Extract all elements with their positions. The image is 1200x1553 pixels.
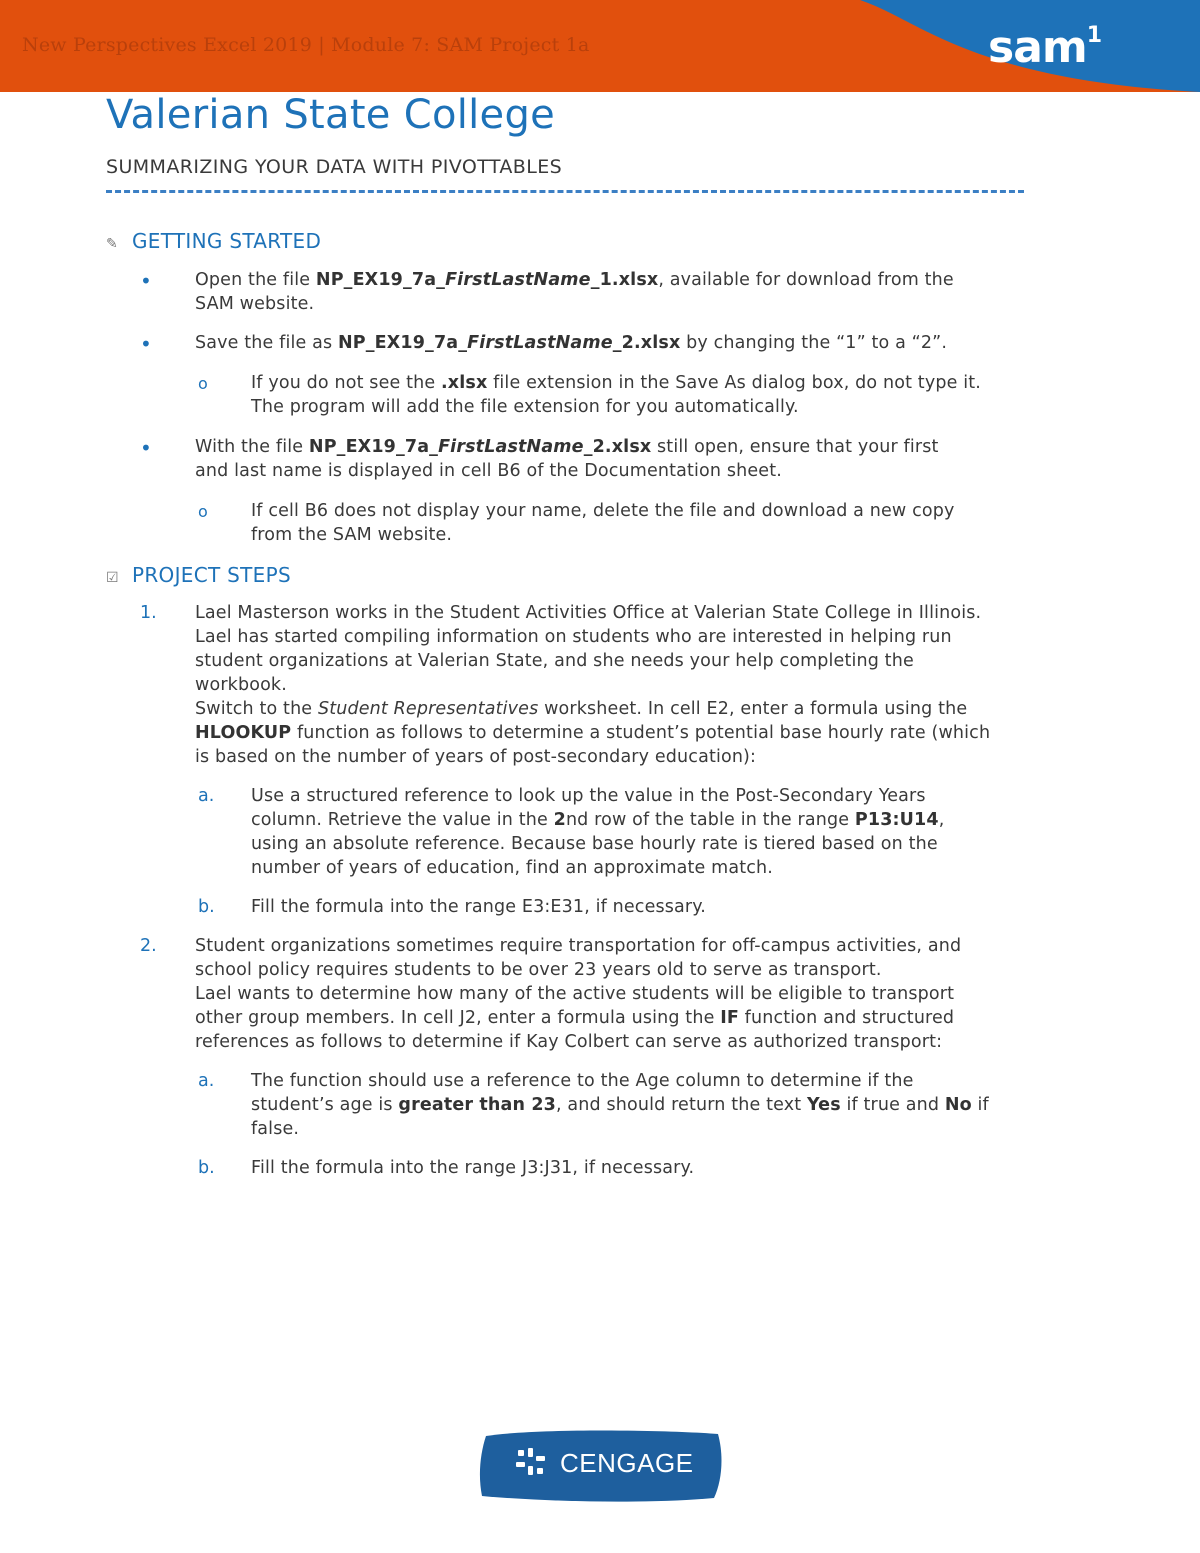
step-number: 1. <box>140 603 157 623</box>
section-project-steps <box>106 563 291 587</box>
section-heading: GETTING STARTED <box>132 229 322 253</box>
list-item: If cell B6 does not display your name, delete the file and download a new copy from the SAM website. <box>251 501 955 545</box>
sub-bullet-marker: o <box>198 374 208 393</box>
section-heading: PROJECT STEPS <box>132 563 291 587</box>
divider <box>106 190 1024 193</box>
header-title: New Perspectives Excel 2019 | Module 7: SAM Project 1a <box>22 34 590 56</box>
sub-step-text: Fill the formula into the range J3:J31, if necessary. <box>251 1158 695 1178</box>
sub-step-marker: a. <box>198 1071 215 1091</box>
list-item: With the file NP_EX19_7a_FirstLastName_2.xlsx still open, ensure that your first and last name is displayed in cell B6 of the Documentation sheet. <box>195 437 939 481</box>
sub-step-text: Use a structured reference to look up the value in the Post-Secondary Years column. Retrieve the value in the 2nd row of the table in the range P13:U14, using an absolute reference. Because base hourly rate is tiered based on the number of years of education, find an approximate match. <box>251 786 945 878</box>
document-title: Valerian State College <box>106 92 556 138</box>
step-number: 2. <box>140 936 157 956</box>
section-getting-started <box>106 229 321 253</box>
list-item: Save the file as NP_EX19_7a_FirstLastName_2.xlsx by changing the “1” to a “2”. <box>195 333 948 353</box>
sub-bullet-marker: o <box>198 502 208 521</box>
step-text: Student organizations sometimes require transportation for off-campus activities, and school policy requires students to be over 23 years old to serve as transport. Lael wants to determine how many of the active students will be eligible to transport other group members. In cell J2, enter a formula using the IF function and structured references as follows to determine if Kay Colbert can serve as authorized transport: <box>195 936 962 1052</box>
bullet-marker: • <box>140 436 152 460</box>
cengage-logo <box>478 1426 724 1504</box>
list-item: Open the file NP_EX19_7a_FirstLastName_1.xlsx, available for download from the SAM website. <box>195 270 954 314</box>
bullet-marker: • <box>140 269 152 293</box>
bullet-marker: • <box>140 332 152 356</box>
sub-step-marker: b. <box>198 897 215 917</box>
sub-step-text: Fill the formula into the range E3:E31, if necessary. <box>251 897 706 917</box>
step-text: Lael Masterson works in the Student Activities Office at Valerian State College in Illinois. Lael has started compiling information on students who are interested in helping run student organizations at Valerian State, and she needs your help completing the workbook. Switch to the Student Representatives worksheet. In cell E2, enter a formula using the HLOOKUP function as follows to determine a student’s potential base hourly rate (which is based on the number of years of post-secondary education): <box>195 603 991 767</box>
sub-step-text: The function should use a reference to the Age column to determine if the student’s age is greater than 23, and should return the text Yes if true and No if false. <box>251 1071 989 1139</box>
checklist-icon: ☑ <box>106 570 119 586</box>
clipboard-icon: ✎ <box>106 236 119 252</box>
list-item: If you do not see the .xlsx file extension in the Save As dialog box, do not type it. The program will add the file extension for you automatically. <box>251 373 981 417</box>
cengage-wordmark: CENGAGE <box>560 1448 694 1478</box>
sub-step-marker: b. <box>198 1158 215 1178</box>
document-subtitle: SUMMARIZING YOUR DATA WITH PIVOTTABLES <box>106 156 563 178</box>
sam-logo: sam$^1$ <box>988 22 1102 73</box>
sub-step-marker: a. <box>198 786 215 806</box>
